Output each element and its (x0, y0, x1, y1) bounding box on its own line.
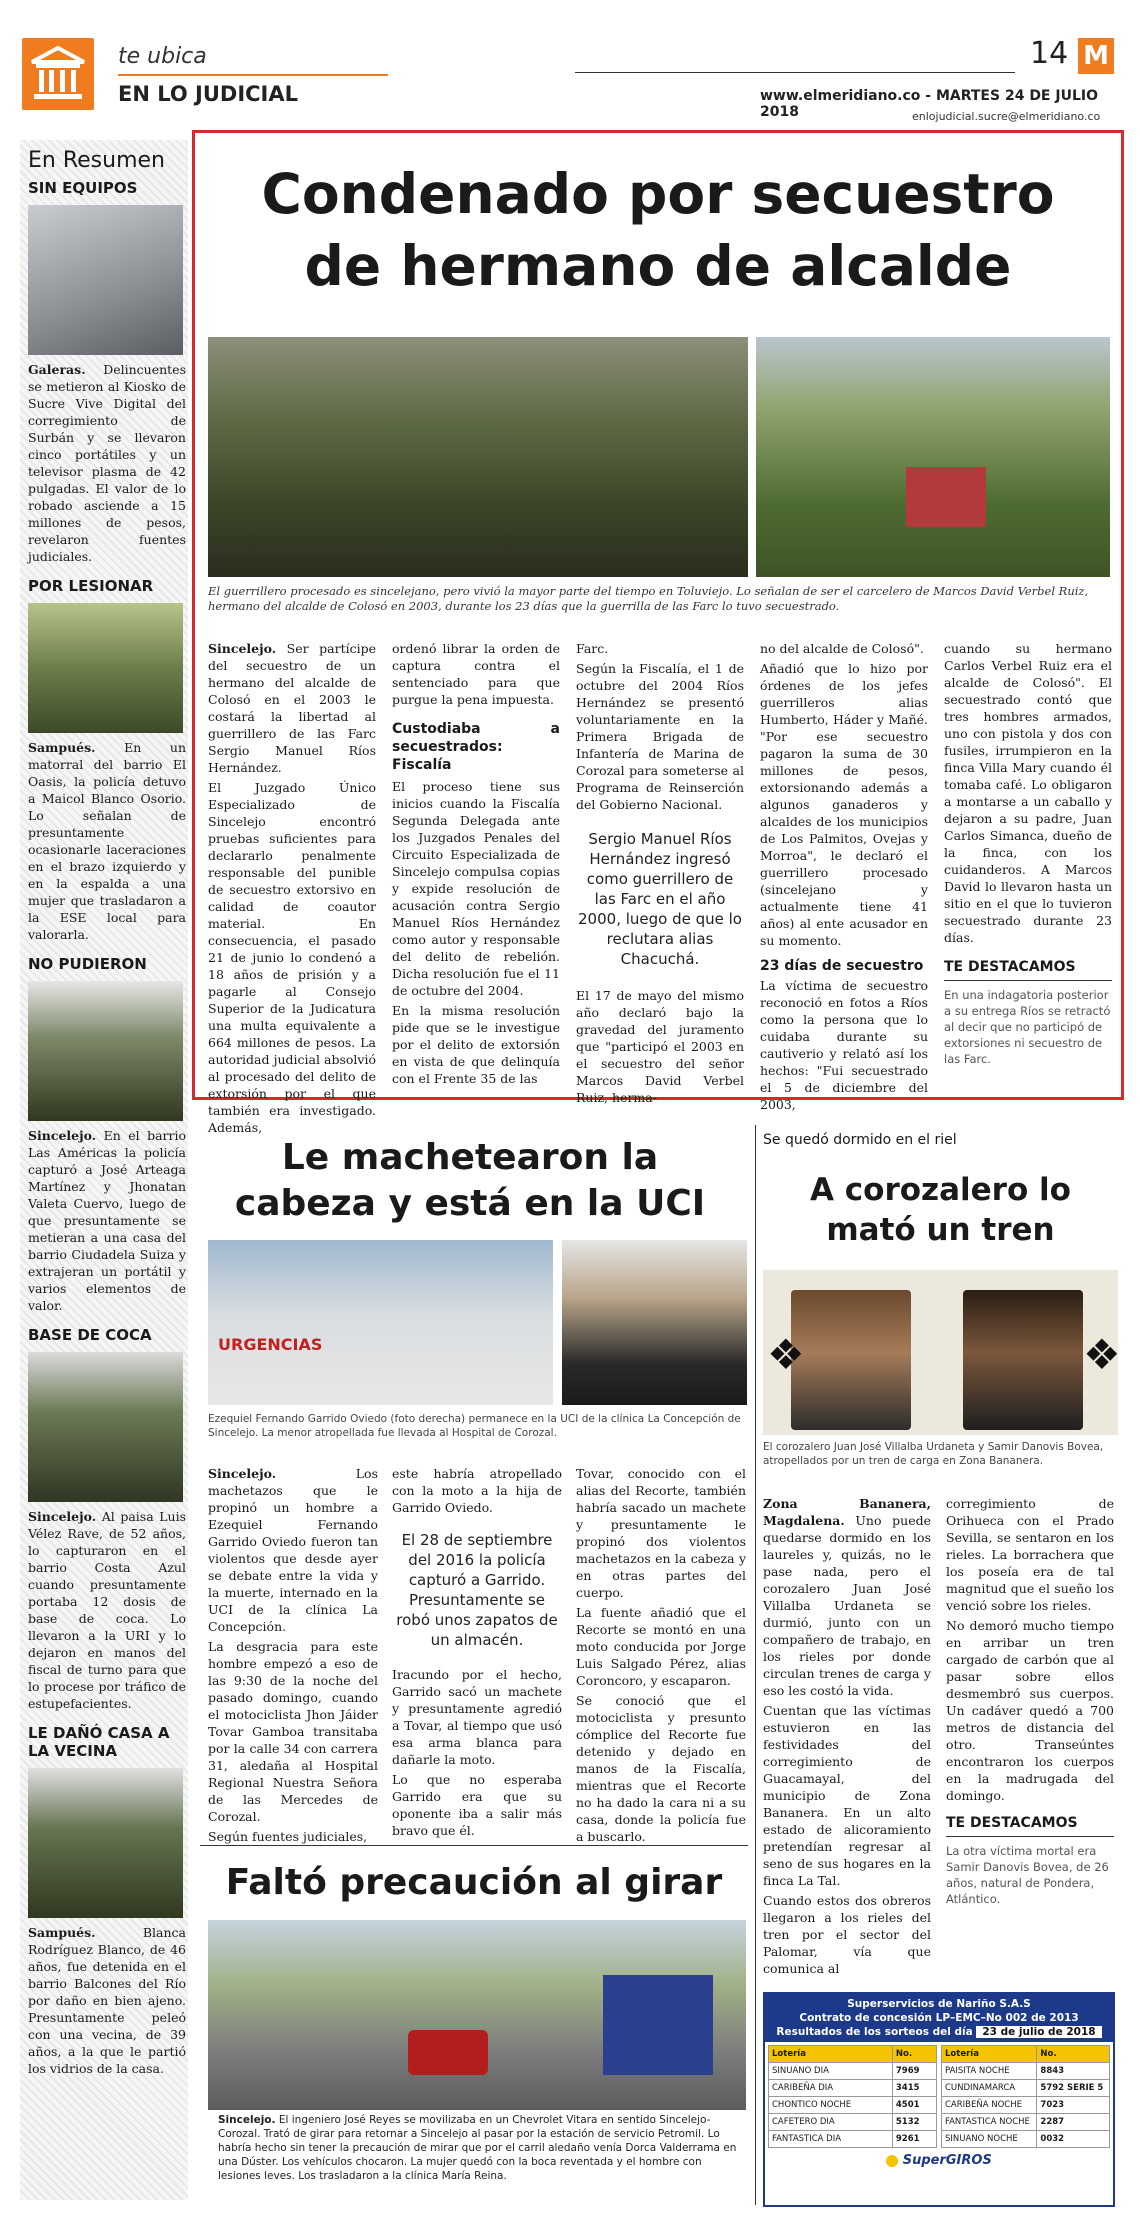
column-header: Lotería (769, 2046, 893, 2063)
brief-text: Al paisa Luis Vélez Rave, de 52 años, lo capturaron en el barrio Costa Azul cuando presuntamente portaba 12 dosis de base de coca. Lo llevaron a la URI y lo dejaron en manos del fiscal de turno para que lo procese por tráfico de estupefacientes. (28, 1509, 186, 1711)
lottery-name: CARIBEÑA NOCHE (942, 2097, 1037, 2114)
sidebar-photo (28, 603, 183, 733)
paragraph: corregimiento de Orihueca con el Prado Sevilla, se sentaron en los rieles. La borrachera que los poseía era de tal magnitud que el sueño los venció sobre los rieles. (946, 1496, 1114, 1613)
supergiros-icon (886, 2155, 898, 2167)
main-headline-line1: Condenado por secuestro (261, 162, 1055, 226)
story2-headline-line1: Le machetearon la (281, 1137, 659, 1178)
paragraph: Ser partícipe del secuestro de un hermano del alcalde de Colosó en el 2003 le costará la libertad al guerrillero de las Farc Sergio Manuel Ríos Hernández. (208, 641, 376, 775)
lottery-name: CUNDINAMARCA (942, 2080, 1037, 2097)
subheading: Custodiaba a secuestrados: Fiscalía (392, 721, 560, 773)
table-row (942, 2063, 1110, 2080)
supergiros-label: SuperGIROS (902, 2153, 992, 2168)
highlight-text: La otra víctima mortal era Samir Danovis Bovea, de 26 años, natural de Pondera, Atlántico. (946, 1844, 1109, 1906)
lottery-number: 3415 (892, 2080, 936, 2097)
story2-headline (200, 1135, 740, 1227)
lottery-results (763, 1992, 1115, 2207)
crash-photo (208, 1920, 746, 2110)
suspect-photo (562, 1240, 747, 1405)
mourning-ribbon-icon: ❖ (1083, 1330, 1121, 1379)
table-row (942, 2114, 1110, 2131)
table-row (769, 2114, 937, 2131)
lottery-table-left (768, 2045, 937, 2148)
lottery-name: SINUANO DIA (769, 2063, 893, 2080)
pull-quote: Sergio Manuel Ríos Hernández ingresó como guerrillero de las Farc en el año 2000, luego de que lo reclutara alias Chacuchá. (578, 830, 742, 968)
header-rule (575, 72, 1015, 73)
guerrilla-photo (208, 337, 748, 577)
hospital-sign: URGENCIAS (218, 1335, 323, 1354)
paragraph: cuando su hermano Carlos Verbel Ruiz era el alcalde de Colosó". El secuestrado contó que tres hombres armados, uno con pistola y dos con fusiles, irrumpieron en la finca Villa Mary cuando él tomaba café. Lo obligaron a montarse a un caballo y dejaron a su padre, Juan Carlos Simanca, dueño de la finca, con los cuidanderos. A Marcos David lo llevaron hasta un sitio en el que lo tuvieron secuestrado durante 23 días. (944, 641, 1112, 945)
lottery-number: 0032 (1037, 2131, 1110, 2148)
column-divider (755, 1125, 756, 2205)
lottery-table-right (941, 2045, 1110, 2148)
sidebar-brief (28, 361, 186, 565)
lottery-name: PAISITA NOCHE (942, 2063, 1037, 2080)
sidebar-heading: SIN EQUIPOS (28, 179, 138, 197)
main-headline-line2: de hermano de alcalde (304, 234, 1012, 298)
section-email[interactable]: enlojudicial.sucre@elmeridiano.co (912, 110, 1101, 123)
main-col-4 (760, 640, 928, 1116)
paragraph: Los machetazos que le propinó un hombre a Ezequiel Fernando Garrido Oviedo fueron tan violentos que desde ayer se debate entre la vida y la muerte, internado en la UCI de la clínica La Concepción. (208, 1466, 378, 1634)
column-header: No. (892, 2046, 936, 2063)
table-row (942, 2131, 1110, 2148)
lottery-name: SINUANO NOCHE (942, 2131, 1037, 2148)
hospital-photo (208, 1240, 553, 1405)
story2-col-3 (576, 1465, 746, 1848)
sidebar-brief (28, 739, 186, 943)
caption-text: El ingeniero José Reyes se movilizaba en un Chevrolet Vitara en sentido Sincelejo-Corozal. Trató de girar para retornar a Sincelejo al pasar por la estación de servicio Petromil. Lo habría hecho sin tener la precaución de mirar que por el carril aledaño venía Dorca Valderrama en una Dúster. Los vehículos chocaron. La mujer quedó con la boca reventada y el hombre con lesiones leves. Los trasladaron a la clínica María Reina. (218, 2114, 737, 2182)
paragraph: Añadió que lo hizo por órdenes de los jefes guerrilleros alias Humberto, Háder y Mañé. "Por ese secuestro pagaron la suma de 30 millones de pesos, extorsionando además a algunos ganaderos y alcaldes de los municipios de Los Palmitos, Ovejas y Morroa", le declaró el guerrillero procesado (sincelejano y actualmente tiene 41 años) al ente acusador en su momento. (760, 661, 928, 948)
caption-lead: Sincelejo. (218, 2114, 276, 2126)
section-name: EN LO JUDICIAL (118, 82, 298, 106)
paragraph: El proceso tiene sus inicios cuando la Fiscalía Segunda Delegada ante los Juzgados Penales del Circuito Especializada de Sincelejo compulsa copias y expide resolución de acusación contra Sergio Manuel Ríos Hernández como autor y responsable del delito de rebelión. Dicha resolución fue el 11 de octubre del 2004. (392, 779, 560, 998)
table-row (769, 2131, 937, 2148)
lottery-number: 2287 (1037, 2114, 1110, 2131)
paragraph: Lo que no esperaba Garrido era que su oponente iba a salir más bravo que él. (392, 1772, 562, 1838)
issue-date: MARTES 24 DE JULIO 2018 (760, 88, 1098, 120)
table-row (942, 2080, 1110, 2097)
sidebar-brief (28, 1127, 186, 1314)
brief-lead: Sincelejo. (28, 1509, 97, 1524)
paragraph: Cuentan que las víctimas estuvieron en las festividades del corregimiento de Guacamayal, del municipio de Zona Bananera. En un alto estado de alicoramiento pretendían regresar al seno de sus hogares en la finca La Tal. (763, 1703, 931, 1888)
sidebar-heading: BASE DE COCA (28, 1326, 152, 1344)
brief-lead: Galeras. (28, 362, 86, 377)
truck (603, 1975, 713, 2075)
sidebar-brief (28, 1924, 186, 2077)
lottery-contract: Contrato de concesión LP–EMC–No 002 de 2013 (799, 2012, 1079, 2024)
header-site-date: www.elmeridiano.co - MARTES 24 DE JULIO 2018 (760, 88, 1098, 120)
story2-headline-line2: cabeza y está en la UCI (234, 1183, 706, 1224)
lottery-name: FANTASTICA NOCHE (942, 2114, 1037, 2131)
red-car (408, 2030, 488, 2075)
lottery-number: 4501 (892, 2097, 936, 2114)
paragraph: La fuente añadió que el Recorte se montó en una moto conducida por Jorge Luis Salgado Pérez, alias Coroncoro, y escaparon. (576, 1605, 746, 1688)
sidebar-heading: POR LESIONAR (28, 577, 154, 595)
story3-kicker: Se quedó dormido en el riel (763, 1132, 957, 1148)
paragraph: no del alcalde de Colosó". (760, 641, 924, 656)
paragraph: Farc. (576, 641, 609, 656)
victims-photo (763, 1270, 1121, 1435)
paragraph: Cuando estos dos obreros llegaron a los rieles del tren por el sector del Palomar, vía que comunica al (763, 1893, 931, 1976)
paragraph: En la misma resolución pide que se le investigue por el delito de extorsión en vista de que delinquía con el Frente 35 de las (392, 1003, 560, 1086)
lottery-number: 7969 (892, 2063, 936, 2080)
brand-logo (1078, 38, 1114, 74)
brief-text: Blanca Rodríguez Blanco, de 46 años, fue detenida en el barrio Balcones del Río por daño en bien ajeno. Presuntamente peleó con una vecina, de 39 años, a la que le partió los vidrios de la casa. (28, 1925, 186, 2076)
lottery-number: 7023 (1037, 2097, 1110, 2114)
brief-text: En el barrio Las Américas la policía capturó a José Arteaga Martínez y Jhonatan Valeta Cuervo, luego de que presuntamente se metieran a una casa del barrio Ciudadela Suiza y extrajeran un portátil y varios elementos de valor. (28, 1128, 186, 1313)
sidebar-photo (28, 1768, 183, 1918)
lottery-number: 5792 SERIE 5 (1037, 2080, 1110, 2097)
table-header-row (942, 2046, 1110, 2063)
sidebar-heading: LE DAÑÓ CASA A LA VECINA (28, 1724, 170, 1760)
paragraph: El Juzgado Único Especializado de Sincelejo encontró pruebas suficientes para declararlo penalmente responsable del punible de secuestro extorsivo en calidad de coautor material. En consecuencia, el pasado 21 de junio lo condenó a 18 años de prisión y a pagarle al Consejo Superior de la Judicatura una multa equivalente a 664 millones de pesos. La autoridad judicial absolvió al procesado del delito de extorsión por el que también era investigado. Además, (208, 780, 376, 1135)
main-col-1 (208, 640, 376, 1139)
lottery-title: Superservicios de Nariño S.A.S (847, 1998, 1031, 2010)
mourning-ribbon-icon: ❖ (767, 1330, 805, 1379)
story4-headline: Faltó precaución al girar (225, 1862, 723, 1903)
table-row (769, 2063, 937, 2080)
column-header: Lotería (942, 2046, 1037, 2063)
table-row (769, 2097, 937, 2114)
lottery-header (765, 1994, 1113, 2042)
story3-headline-line2: mató un tren (826, 1212, 1055, 1248)
dateline: Sincelejo. (208, 1466, 277, 1481)
website[interactable]: www.elmeridiano.co (760, 88, 921, 104)
victim-photo-left (791, 1290, 911, 1430)
brand-logo-letter: M (1083, 41, 1109, 71)
table-header-row (769, 2046, 937, 2063)
paragraph: La víctima de secuestro reconoció en fotos a Ríos como la persona que lo cuidaba durante su cautiverio y relató así los hechos: "Fui secuestrado el 5 de diciembre del 2003, (760, 978, 928, 1112)
subheading: 23 días de secuestro (760, 958, 924, 974)
brief-lead: Sampués. (28, 740, 96, 755)
lottery-number: 5132 (892, 2114, 936, 2131)
story2-caption: Ezequiel Fernando Garrido Oviedo (foto derecha) permanece en la UCI de la clínica La Concepción de Sincelejo. La menor atropellada fue llevada al Hospital de Corozal. (208, 1413, 741, 1439)
town-aerial-photo (756, 337, 1110, 577)
paragraph: este habría atropellado con la moto a la hija de Garrido Oviedo. (392, 1466, 562, 1515)
story4-caption (218, 2113, 738, 2183)
kicker-rule (118, 74, 388, 76)
main-col-3 (576, 640, 744, 1109)
lottery-date: 23 de julio de 2018 (976, 2026, 1101, 2038)
main-photo-caption: El guerrillero procesado es sincelejano, pero vivió la mayor parte del tiempo en Toluviejo. Lo señalan de ser el carcelero de Marcos David Verbel Ruiz, hermano del alcalde de Colosó en 2003, durante los 23 días que la guerrilla de las Farc lo tuvo secuestrado. (208, 584, 1089, 613)
main-headline (200, 158, 1116, 302)
story3-col-1 (763, 1495, 931, 1980)
highlight-heading: TE DESTACAMOS (946, 1814, 1114, 1837)
brief-text: Delincuentes se metieron al Kiosko de Sucre Vive Digital del corregimiento de Surbán y se llevaron cinco portátiles y un televisor plasma de 42 pulgadas. El valor de lo robado asciende a 15 millones de pesos, revelaron fuentes judiciales. (28, 362, 186, 564)
brief-lead: Sincelejo. (28, 1128, 97, 1143)
sidebar (28, 140, 186, 2077)
lottery-name: CAFETERO DIA (769, 2114, 893, 2131)
main-col-2 (392, 640, 560, 1090)
pull-quote: El 28 de septiembre del 2016 la policía capturó a Garrido. Presuntamente se robó unos zapatos de un almacén. (396, 1531, 558, 1649)
story3-caption: El corozalero Juan José Villalba Urdaneta y Samir Danovis Bovea, atropellados por un tren de carga en Zona Bananera. (763, 1441, 1104, 1467)
paragraph: Iracundo por el hecho, Garrido sacó un machete y presuntamente agredió a Tovar, al tiempo que usó esa arma blanca para dañarle la moto. (392, 1667, 562, 1767)
lottery-name: CHONTICO NOCHE (769, 2097, 893, 2114)
section-logo-icon (22, 38, 94, 110)
dateline: Zona Bananera, Magdalena. (763, 1496, 931, 1528)
highlight-text: En una indagatoria posterior a su entrega Ríos se retractó al decir que no participó de extorsiones ni secuestro de las Farc. (944, 988, 1111, 1066)
lottery-tables (765, 2042, 1113, 2151)
church-roof (906, 467, 986, 527)
paragraph: Según la Fiscalía, el 1 de octubre del 2004 Ríos Hernández se presentó voluntariamente en la Primera Brigada de Infantería de Marina de Corozal para someterse al Programa de Reinserción del Gobierno Nacional. (576, 661, 744, 812)
brief-lead: Sampués. (28, 1925, 96, 1940)
section-kicker: te ubica (118, 44, 207, 69)
sidebar-title: En Resumen (28, 148, 165, 173)
lottery-results-label: Resultados de los sorteos del día (776, 2026, 973, 2038)
sidebar-photo (28, 1352, 183, 1502)
sidebar-photo (28, 205, 183, 355)
paragraph: El 17 de mayo del mismo año declaró bajo la gravedad del juramento que "participó el 2003 en el secuestro del señor Marcos David Verbel Ruiz, herma- (576, 988, 744, 1105)
column-header: No. (1037, 2046, 1110, 2063)
supergiros-logo (765, 2153, 1113, 2168)
paragraph: La desgracia para este hombre empezó a eso de las 9:30 de la noche del pasado domingo, cuando el motociclista Jhon Jáider Tovar Gamboa transitaba por la calle 34 con carrera 31, aledaña al Hospital Regional Nuestra Señora de las Mercedes de Corozal. (208, 1639, 378, 1824)
story3-headline-line1: A corozalero lo (810, 1172, 1071, 1208)
dateline: Sincelejo. (208, 641, 277, 656)
story3-col-2 (946, 1495, 1114, 1910)
paragraph: Se conoció que el motociclista y presunto cómplice del Recorte fue detenido y dejado en manos de la Fiscalía, mientras que el Recorte no ha dado la cara ni a su casa, donde la policía fue a buscarlo. (576, 1693, 746, 1844)
lottery-results-row (765, 2025, 1113, 2039)
paragraph: Uno puede quedarse dormido en los laureles y, quizás, no le pase nada, pero el corozalero Juan José Villalba Urdaneta se durmió, junto con un compañero de trabajo, en los rieles por donde circulan trenes de carga y eso les costó la vida. (763, 1513, 931, 1698)
table-row (942, 2097, 1110, 2114)
sidebar-photo (28, 981, 183, 1121)
paragraph: Según fuentes judiciales, (208, 1829, 368, 1844)
page-number: 14 (1030, 36, 1069, 71)
lottery-name: FANTASTICA DIA (769, 2131, 893, 2148)
story2-col-2 (392, 1465, 562, 1842)
sidebar-heading: NO PUDIERON (28, 955, 147, 973)
sidebar-brief (28, 1508, 186, 1712)
lottery-number: 9261 (892, 2131, 936, 2148)
brief-text: En un matorral del barrio El Oasis, la policía detuvo a Maicol Blanco Osorio. Lo señalan de presuntamente ocasionarle laceraciones en el brazo izquierdo y en la espalda a una mujer que trasladaron a la ESE local para valorarla. (28, 740, 186, 942)
table-row (769, 2080, 937, 2097)
paragraph: No demoró mucho tiempo en arribar un tren cargado de carbón que al pasar sobre ellos desmembró sus cuerpos. Un cadáver quedó a 700 metros de distancia del otro. Transeúntes encontraron los cuerpos en la madrugada del domingo. (946, 1618, 1114, 1803)
victim-photo-right (963, 1290, 1083, 1430)
highlight-heading: TE DESTACAMOS (944, 958, 1112, 981)
story2-col-1 (208, 1465, 378, 1848)
paragraph: ordenó librar la orden de captura contra el sentenciado para que purgue la pena impuesta. (392, 641, 560, 707)
story4-rule (200, 1845, 748, 1846)
main-col-5 (944, 640, 1112, 1070)
lottery-name: CARIBEÑA DIA (769, 2080, 893, 2097)
lottery-number: 8843 (1037, 2063, 1110, 2080)
story3-headline (763, 1170, 1118, 1250)
paragraph: Tovar, conocido con el alias del Recorte, también habría sacado un machete y presuntamente le propinó dos violentos machetazos en la cabeza y en otras partes del cuerpo. (576, 1466, 746, 1600)
